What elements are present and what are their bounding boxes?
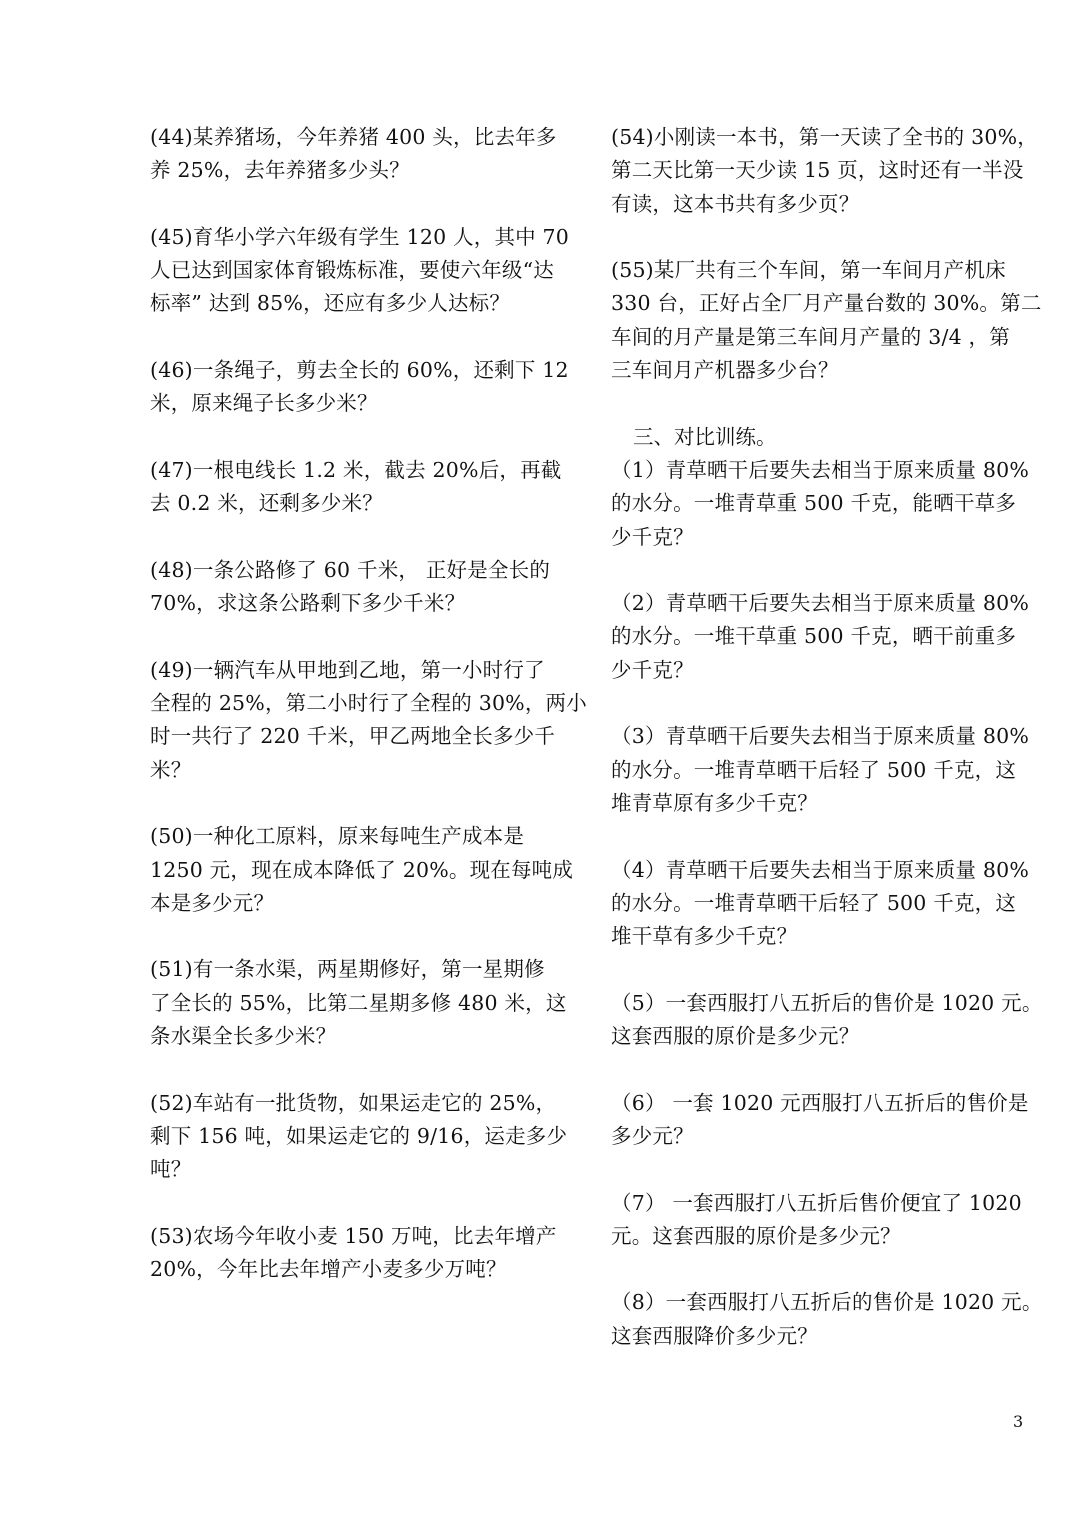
problem-item xyxy=(611,854,1043,954)
problem-line: 这套西服降价多少元？ xyxy=(611,1323,818,1348)
problem-line: 70%，求这条公路剩下多少千米？ xyxy=(150,591,466,616)
problem-line: 去 0.2 米，还剩多少米？ xyxy=(150,491,383,516)
problem-line: (49)一辆汽车从甲地到乙地，第一小时行了 xyxy=(150,657,545,682)
problem-item xyxy=(611,987,1043,1054)
problem-item xyxy=(150,554,582,621)
right-column xyxy=(611,121,1043,1386)
problem-line: 了全长的 55%，比第二星期多修 480 米，这 xyxy=(150,990,567,1015)
problem-item xyxy=(150,221,582,321)
problem-item xyxy=(150,121,582,188)
problem-line: (50)一种化工原料，原来每吨生产成本是 xyxy=(150,824,525,849)
problem-line: 堆干草有多少千克？ xyxy=(611,924,798,949)
problem-line: 少千克？ xyxy=(611,657,694,682)
problem-line: （5）一套西服打八五折后的售价是 1020 元。 xyxy=(611,990,1043,1015)
problem-line: 米，原来绳子长多少米？ xyxy=(150,391,378,416)
problem-item xyxy=(611,254,1043,387)
problem-line: 车间的月产量是第三车间月产量的 3/4 ，第 xyxy=(611,324,1010,349)
problem-line: 多少元？ xyxy=(611,1123,694,1148)
problem-line: (55)某厂共有三个车间，第一车间月产机床 xyxy=(611,258,1006,283)
problem-line: (48)一条公路修了 60 千米， 正好是全长的 xyxy=(150,557,551,582)
problem-line: （3）青草晒干后要失去相当于原来质量 80% xyxy=(611,724,1030,749)
problem-line: 的水分。一堆青草重 500 千克，能晒干草多 xyxy=(611,491,1017,516)
problem-line: 有读，这本书共有多少页？ xyxy=(611,191,860,216)
problem-line: (54)小刚读一本书，第一天读了全书的 30%， xyxy=(611,125,1038,149)
problem-item xyxy=(611,1187,1043,1254)
problem-line: (52)车站有一批货物，如果运走它的 25%， xyxy=(150,1090,557,1115)
problem-item xyxy=(611,720,1043,820)
problem-item xyxy=(611,1286,1043,1353)
problem-line: 堆青草原有多少千克？ xyxy=(611,790,818,815)
problem-line: 少千克？ xyxy=(611,524,694,549)
problem-line: 本是多少元？ xyxy=(150,890,275,915)
problem-line: (46)一条绳子，剪去全长的 60%，还剩下 12 xyxy=(150,358,569,383)
problem-item xyxy=(611,121,1043,221)
problem-line: 330 台，正好占全厂月产量台数的 30%。第二 xyxy=(611,291,1042,316)
problem-line: 剩下 156 吨，如果运走它的 9/16，运走多少 xyxy=(150,1123,568,1148)
problem-line: 的水分。一堆干草重 500 千克，晒干前重多 xyxy=(611,624,1017,649)
problem-line: 标率” 达到 85%，还应有多少人达标？ xyxy=(150,291,511,316)
problem-item xyxy=(150,1220,582,1287)
left-column xyxy=(150,121,587,1320)
problem-line: 元。这套西服的原价是多少元？ xyxy=(611,1223,901,1248)
problem-line: 吨？ xyxy=(150,1157,192,1182)
page-number: 3 xyxy=(1013,1412,1024,1431)
problem-line: （6） 一套 1020 元西服打八五折后的售价是 xyxy=(611,1090,1029,1115)
problem-line: (53)农场今年收小麦 150 万吨，比去年增产 xyxy=(150,1223,557,1248)
problem-item xyxy=(150,820,582,920)
problem-line: 米？ xyxy=(150,757,192,782)
problem-line: （8）一套西服打八五折后的售价是 1020 元。 xyxy=(611,1290,1043,1315)
problem-line: （4）青草晒干后要失去相当于原来质量 80% xyxy=(611,857,1030,882)
problem-line: 第二天比第一天少读 15 页，这时还有一半没 xyxy=(611,158,1024,183)
problem-line: 时一共行了 220 千米，甲乙两地全长多少千 xyxy=(150,724,556,749)
problem-line: (47)一根电线长 1.2 米，截去 20%后，再截 xyxy=(150,457,562,482)
problem-item xyxy=(150,654,587,787)
problem-line: (45)育华小学六年级有学生 120 人，其中 70 xyxy=(150,224,570,249)
problem-item xyxy=(611,587,1043,687)
problem-item xyxy=(150,454,582,521)
problem-item xyxy=(150,953,582,1053)
problem-line: 的水分。一堆青草晒干后轻了 500 千克，这 xyxy=(611,757,1017,782)
problem-line: （1）青草晒干后要失去相当于原来质量 80% xyxy=(611,457,1030,482)
problem-line: 三车间月产机器多少台？ xyxy=(611,358,839,383)
problem-line: （2）青草晒干后要失去相当于原来质量 80% xyxy=(611,591,1030,616)
problem-line: 的水分。一堆青草晒干后轻了 500 千克，这 xyxy=(611,890,1017,915)
problem-item xyxy=(611,454,1043,554)
problem-item xyxy=(150,354,582,421)
problem-line: 人已达到国家体育锻炼标准，要使六年级“达 xyxy=(150,258,554,283)
problem-line: 全程的 25%，第二小时行了全程的 30%，两小 xyxy=(150,691,587,716)
problem-line: 这套西服的原价是多少元？ xyxy=(611,1024,860,1049)
problem-line: （7） 一套西服打八五折后售价便宜了 1020 xyxy=(611,1190,1022,1215)
problem-line: 1250 元，现在成本降低了 20%。现在每吨成 xyxy=(150,857,574,882)
problem-item xyxy=(611,1087,1043,1154)
problem-line: (51)有一条水渠，两星期修好，第一星期修 xyxy=(150,957,545,982)
problem-line: 养 25%，去年养猪多少头？ xyxy=(150,158,410,183)
problem-item xyxy=(150,1087,582,1187)
problem-line: 20%，今年比去年增产小麦多少万吨？ xyxy=(150,1257,507,1282)
problem-line: 条水渠全长多少米？ xyxy=(150,1024,337,1049)
problem-line: (44)某养猪场，今年养猪 400 头，比去年多 xyxy=(150,125,557,149)
section-title: 三、对比训练。 xyxy=(633,424,777,449)
